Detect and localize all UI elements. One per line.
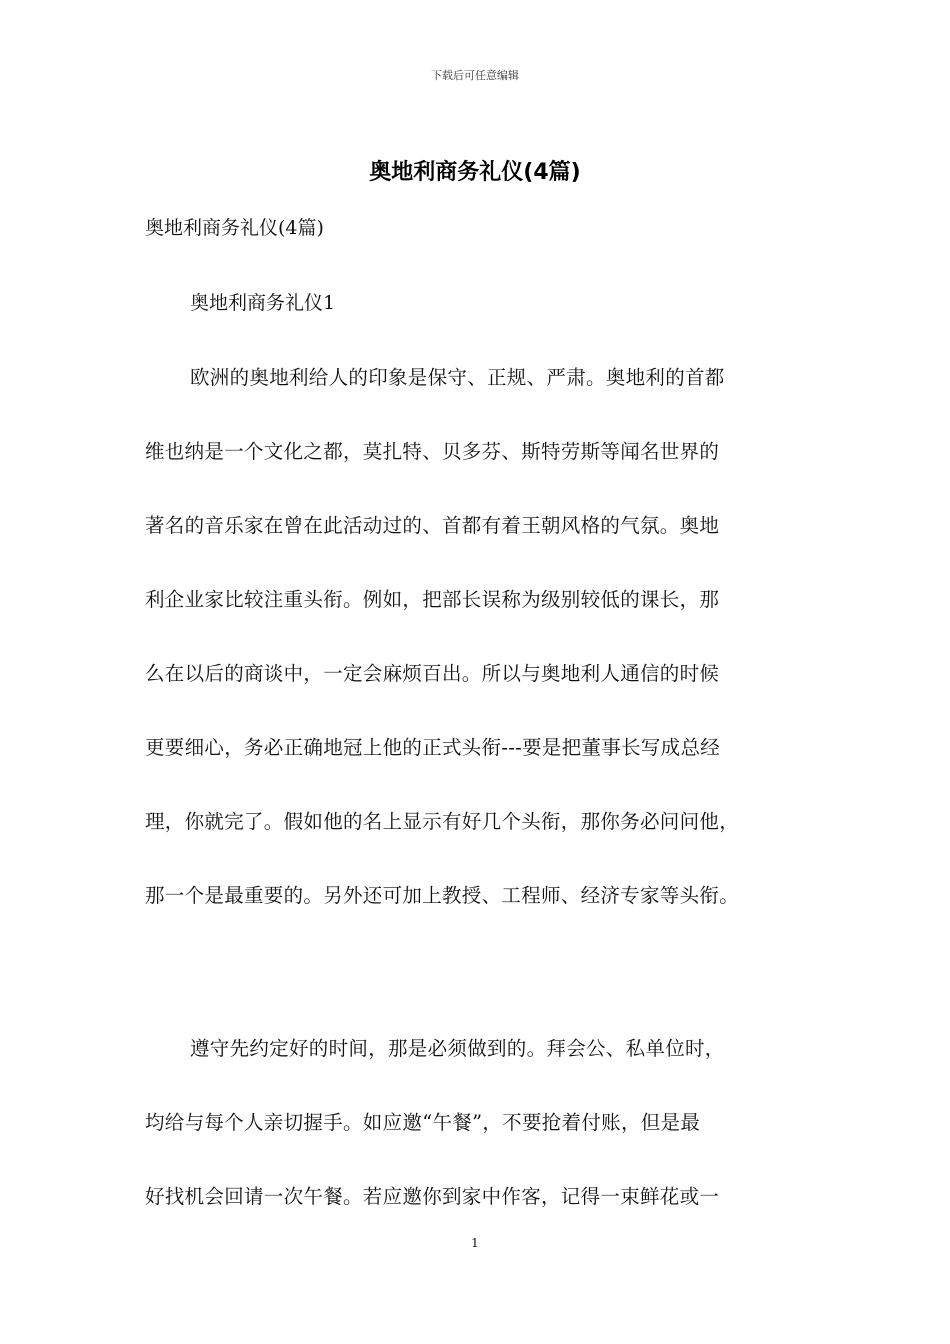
paragraph-line: 均给与每个人亲切握手。如应邀“午餐”，不要抢着付账，但是最 [145, 1111, 701, 1134]
paragraph-line: 更要细心，务必正确地冠上他的正式头衔---要是把董事长写成总经 [145, 736, 721, 759]
paragraph-line: 理，你就完了。假如他的名上显示有好几个头衔，那你务必问问他， [145, 810, 740, 833]
document-subtitle: 奥地利商务礼仪(4篇) [145, 217, 324, 239]
paragraph-line: 著名的音乐家在曾在此活动过的、首都有着王朝风格的气氛。奥地 [145, 514, 720, 537]
paragraph-line: 维也纳是一个文化之都，莫扎特、贝多芬、斯特劳斯等闻名世界的 [145, 440, 720, 463]
paragraph-line: 么在以后的商谈中，一定会麻烦百出。所以与奥地利人通信的时候 [145, 662, 720, 685]
page-number: 1 [471, 1236, 479, 1250]
header-note: 下载后可任意编辑 [431, 69, 519, 82]
paragraph-line: 欧洲的奥地利给人的印象是保守、正规、严肃。奥地利的首都 [190, 366, 725, 389]
paragraph-line: 好找机会回请一次午餐。若应邀你到家中作客，记得一束鲜花或一 [145, 1185, 720, 1208]
paragraph-line: 遵守先约定好的时间，那是必须做到的。拜会公、私单位时， [190, 1037, 725, 1060]
document-title: 奥地利商务礼仪(4篇) [369, 160, 581, 185]
section-heading: 奥地利商务礼仪1 [190, 292, 336, 314]
paragraph-line: 利企业家比较注重头衔。例如，把部长误称为级别较低的课长，那 [145, 588, 720, 611]
paragraph-line: 那一个是最重要的。另外还可加上教授、工程师、经济专家等头衔。 [145, 884, 740, 907]
